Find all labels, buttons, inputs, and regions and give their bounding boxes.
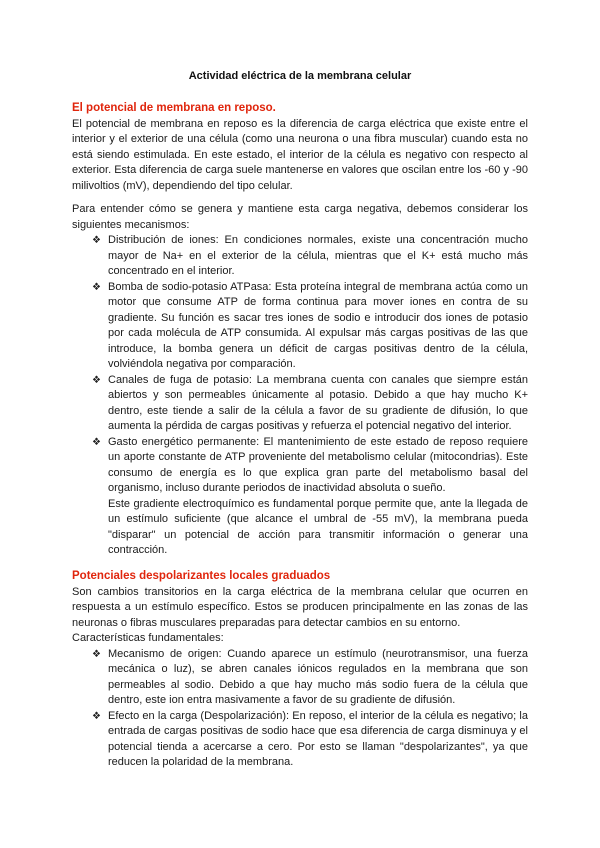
- document-title: Actividad eléctrica de la membrana celular: [188, 70, 412, 82]
- section-paragraph: Son cambios transitorios en la carga eléctrica de la membrana celular que ocurren en respuesta a un estímulo específico. Estos se producen principalmente en las zonas de las neuronas o fibras musculares preparadas para detectar cambios en su entorno.: [72, 585, 528, 629]
- list-item: ❖ Bomba de sodio-potasio ATPasa: Esta proteína integral de membrana actúa como un motor que consume ATP de forma continua para mover iones en contra de su gradiente. Su función es sacar tres iones de sodio e introducir dos iones de potasio por cada molécula de ATP consumida. Al expulsar más cargas positivas de las que introduce, la bomba genera un déficit de cargas positivas dentro de la célula, volviéndola negativa por comparación.: [92, 280, 528, 370]
- features-list: [72, 647, 528, 771]
- section-heading: Potenciales despolarizantes locales graduados: [72, 570, 331, 582]
- section-resting-potential: [72, 101, 528, 194]
- list-item: ❖ Gasto energético permanente: El mantenimiento de este estado de reposo requiere un aporte constante de ATP proveniente del metabolismo celular (mitocondrias). Este consumo de energía es lo que explica gran parte del metabolismo basal del organismo, incluso durante periodos de inactividad absoluta o sueño.: [92, 435, 528, 494]
- closing-paragraph: Este gradiente electroquímico es fundamental porque permite que, ante la llegada de un estímulo suficiente (que alcance el umbral de -55 mV), la membrana pueda "disparar" un potencial de acción para transmitir información o generar una contracción.: [108, 497, 528, 556]
- mechanisms-intro: Para entender cómo se genera y mantiene esta carga negativa, debemos considerar los siguientes mecanismos:: [72, 203, 528, 231]
- section-graded-potentials: [72, 569, 528, 771]
- section-mechanisms: [72, 202, 528, 559]
- list-item: ❖ Distribución de iones: En condiciones normales, existe una concentración mucho mayor de Na+ en el exterior de la célula, mientras que el K+ está mucho más concentrado en el interior.: [92, 234, 528, 277]
- diamond-bullet-icon: ❖: [92, 648, 101, 660]
- diamond-bullet-icon: ❖: [92, 235, 101, 246]
- diamond-bullet-icon: ❖: [92, 281, 101, 293]
- list-item: ❖ Efecto en la carga (Despolarización): En reposo, el interior de la célula es negativo; la entrada de cargas positivas de sodio hace que esa diferencia de carga disminuya y el potencial tienda a acercarse a cero. Por esto se llaman "despolarizantes", ya que reducen la polaridad de la membrana.: [92, 709, 528, 768]
- list-item: ❖ Mecanismo de origen: Cuando aparece un estímulo (neurotransmisor, una fuerza mecánica o luz), se abren canales iónicos regulados en la membrana que son permeables al sodio. Debido a que hay mucho más sodio fuera de la célula que dentro, este ion entra masivamente a favor de su gradiente de difusión.: [92, 647, 528, 706]
- features-subheading: Características fundamentales:: [72, 632, 224, 644]
- section-heading: El potencial de membrana en reposo.: [72, 102, 276, 114]
- diamond-bullet-icon: ❖: [92, 710, 101, 722]
- list-item: ❖ Canales de fuga de potasio: La membrana cuenta con canales que siempre están abiertos y son permeables únicamente al potasio. Debido a que hay mucho K+ dentro, este tiende a salir de la célula a favor de su gradiente de difusión, lo que aumenta la pérdida de cargas positivas y refuerza el potencial negativo del interior.: [92, 373, 528, 432]
- diamond-bullet-icon: ❖: [92, 436, 101, 448]
- mechanisms-list: [72, 233, 528, 497]
- section-paragraph: El potencial de membrana en reposo es la diferencia de carga eléctrica que existe entre el interior y el exterior de una célula (como una neurona o una fibra muscular) cuando esta no está siendo estimulada. En este estado, el interior de la célula es negativo con respecto al exterior. Esta diferencia de carga suele mantenerse en valores que oscilan entre los -60 y -90 milivoltios (mV), dependiendo del tipo celular.: [72, 117, 528, 192]
- diamond-bullet-icon: ❖: [92, 374, 101, 386]
